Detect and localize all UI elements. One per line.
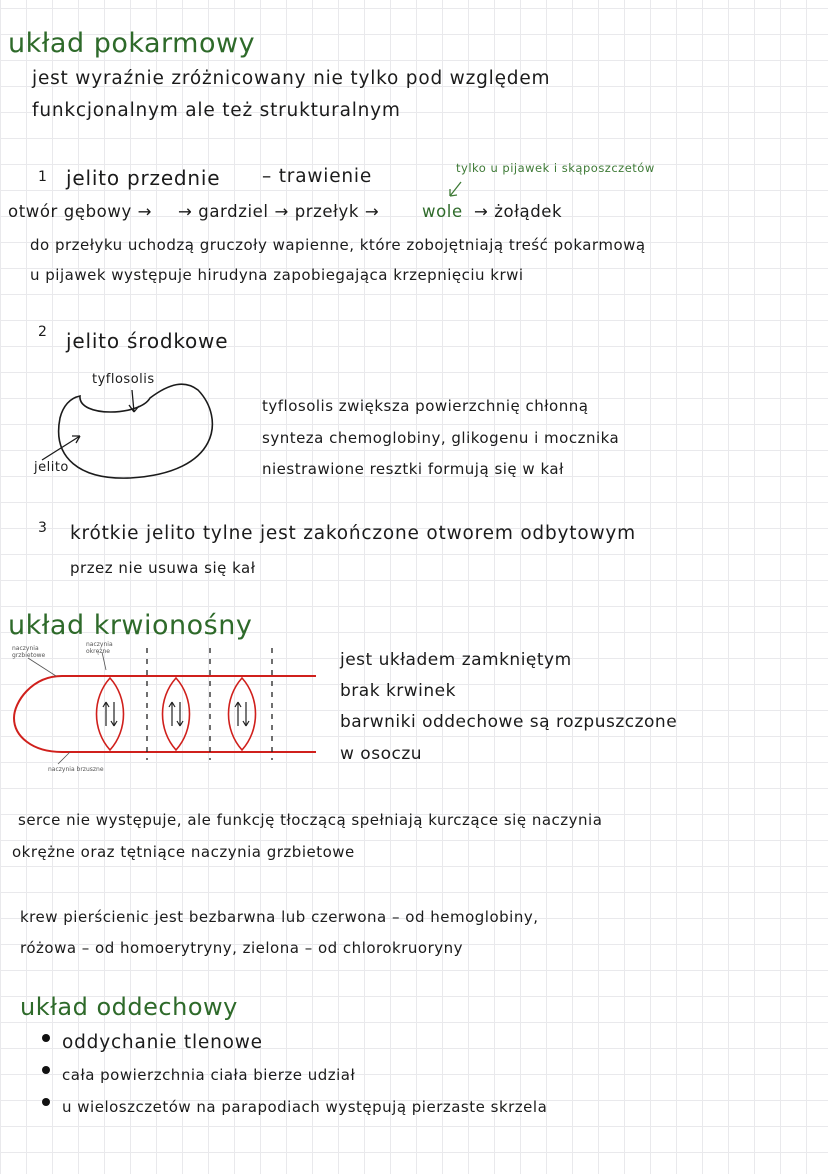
circ-para-2-line-2: różowa – od homoerytryny, zielona – od chlorokruoryny [20, 939, 464, 957]
circ-para-2-line-1: krew pierścienic jest bezbarwna lub czerwona – od hemoglobiny, [20, 908, 539, 926]
bullet-icon [42, 1034, 50, 1042]
bullet-icon [42, 1098, 50, 1106]
intro-line-1: jest wyraźnie zróżnicowany nie tylko pod względem [32, 68, 551, 89]
path-crop: wole [422, 202, 463, 221]
heading-digestive: układ pokarmowy [8, 28, 256, 59]
circ-para-1-line-1: serce nie występuje, ale funkcję tłoczącą spełniają kurczące się naczynia [18, 811, 603, 829]
section-number-3: 3 [38, 520, 47, 536]
heading-respiratory: układ oddechowy [20, 993, 238, 1021]
hindgut-line-1: krótkie jelito tylne jest zakończone otworem odbytowym [70, 523, 636, 544]
foregut-function: – trawienie [262, 166, 373, 187]
foregut-line-2: u pijawek występuje hirudyna zapobiegająca krzepnięciu krwi [30, 266, 524, 284]
label-gut: jelito [34, 460, 69, 475]
section-number-1: 1 [38, 169, 47, 185]
path-mouth: otwór gębowy → [8, 202, 153, 221]
heading-underline [0, 0, 300, 20]
circ-line-2: brak krwinek [340, 681, 456, 701]
path-pharynx: → gardziel → przełyk → [178, 202, 380, 221]
section-title-midgut: jelito środkowe [66, 329, 229, 353]
note-arrow-icon [446, 180, 466, 200]
hindgut-line-2: przez nie usuwa się kał [70, 559, 256, 577]
bullet-icon [42, 1066, 50, 1074]
section-title-foregut: jelito przednie [66, 166, 221, 190]
section-number-2: 2 [38, 324, 47, 340]
circ-line-1: jest układem zamkniętym [340, 650, 572, 670]
midgut-line-3: niestrawione resztki formują się w kał [262, 460, 564, 478]
respiratory-item: u wieloszczetów na parapodiach występują pierzaste skrzela [62, 1098, 548, 1116]
foregut-line-1: do przełyku uchodzą gruczoły wapienne, które zobojętniają treść pokarmową [30, 236, 646, 254]
label-circular-vessels: naczynia okrężne [86, 641, 113, 655]
label-dorsal-vessel: naczynia grzbietowe [12, 645, 46, 659]
circ-line-3: barwniki oddechowe są rozpuszczone [340, 712, 678, 732]
circ-line-4: w osoczu [340, 744, 423, 764]
heading-circulatory: układ krwionośny [8, 610, 253, 641]
path-stomach: → żołądek [474, 202, 563, 221]
midgut-line-2: synteza chemoglobiny, glikogenu i mocznika [262, 429, 620, 447]
circulatory-diagram [10, 640, 330, 770]
label-ventral-vessel: naczynia brzuszne [48, 766, 104, 773]
respiratory-item: oddychanie tlenowe [62, 1032, 263, 1053]
respiratory-item: cała powierzchnia ciała bierze udział [62, 1066, 356, 1084]
intro-line-2: funkcjonalnym ale też strukturalnym [32, 100, 401, 121]
midgut-line-1: tyflosolis zwiększa powierzchnię chłonną [262, 397, 589, 415]
note-leeches: tylko u pijawek i skąposzczetów [456, 161, 655, 175]
circ-para-1-line-2: okrężne oraz tętniące naczynia grzbietowe [12, 843, 355, 861]
label-typhlosolis: tyflosolis [92, 372, 155, 387]
